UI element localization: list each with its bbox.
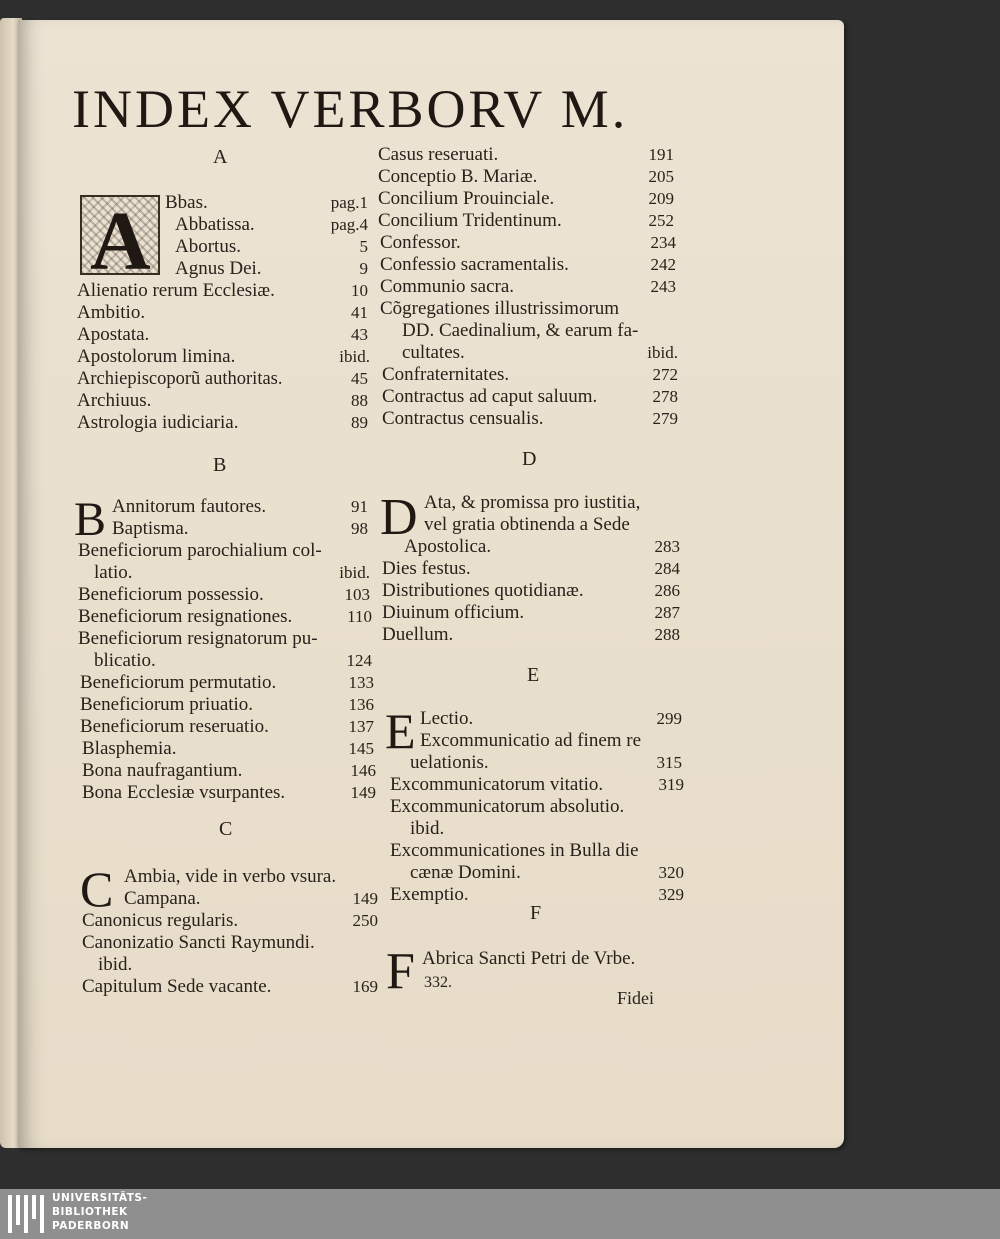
dropcap-b: B — [74, 493, 107, 546]
index-entry: Beneficiorum permutatio. — [80, 672, 277, 693]
index-page-number: 284 — [654, 559, 680, 578]
index-entry: Casus reseruati. — [378, 144, 499, 165]
index-entry: Confraternitates. — [382, 364, 510, 385]
index-entry: Alienatio rerum Ecclesiæ. — [77, 280, 275, 301]
index-page-number: 319 — [658, 775, 684, 794]
section-letter-d: D — [522, 448, 537, 470]
index-entry: Bona Ecclesiæ vsurpantes. — [82, 782, 286, 803]
index-page-number: 45 — [351, 369, 368, 388]
dropcap-e: E — [385, 703, 416, 759]
index-entry: Archiuus. — [77, 390, 152, 411]
index-page-number: 279 — [652, 409, 678, 428]
index-entry: latio. — [94, 562, 133, 583]
index-entry: Bbas. — [165, 192, 208, 213]
index-page-number: 286 — [654, 581, 680, 600]
index-entry: Ambitio. — [77, 302, 146, 323]
index-entry: Excommunicationes in Bulla die — [390, 840, 639, 861]
section-letter-f: F — [530, 902, 542, 924]
index-page-number: 133 — [348, 673, 374, 692]
index-page-number: 191 — [648, 145, 674, 164]
index-entry: Abrica Sancti Petri de Vrbe. — [422, 948, 636, 969]
footer-line-3: PADERBORN — [52, 1220, 130, 1232]
index-entry: Capitulum Sede vacante. — [82, 976, 272, 997]
section-letter-c: C — [219, 818, 233, 840]
index-entry: Baptisma. — [112, 518, 189, 539]
index-entry: Contractus censualis. — [382, 408, 544, 429]
index-entry: Beneficiorum possessio. — [78, 584, 264, 605]
index-entry: DD. Caedinalium, & earum fa- — [402, 320, 639, 341]
index-page-number: 110 — [347, 607, 372, 626]
page-title: INDEX VERBORV M. — [72, 79, 629, 139]
index-entry: Lectio. — [420, 708, 474, 729]
index-page-number: 243 — [650, 277, 676, 296]
index-page-number: 145 — [348, 739, 374, 758]
index-entry: Archiepiscoporũ authoritas. — [77, 369, 283, 389]
index-entry: Beneficiorum resignatorum pu- — [78, 628, 318, 649]
index-entry: Conceptio B. Mariæ. — [378, 166, 538, 187]
index-entry: Abortus. — [175, 236, 241, 257]
index-page-number: 278 — [652, 387, 678, 406]
index-entry: 332. — [424, 974, 452, 991]
index-page-number: 283 — [654, 537, 680, 556]
dropcap-c: C — [80, 861, 114, 917]
index-page-number: 205 — [648, 167, 674, 186]
index-page-number: 320 — [658, 863, 684, 882]
index-entry: Duellum. — [382, 624, 454, 645]
index-entry: uelationis. — [410, 752, 489, 773]
dropcap-f: F — [386, 943, 415, 1000]
index-page-number: 272 — [652, 365, 678, 384]
library-logo-icon — [8, 1195, 44, 1233]
section-letter-b: B — [213, 454, 227, 476]
index-entry: Apostolorum limina. — [77, 346, 236, 367]
index-entry: Confessor. — [380, 232, 461, 253]
index-entry: Diuinum officium. — [382, 602, 525, 623]
index-page-number: 136 — [348, 695, 374, 714]
index-page-number: 5 — [359, 237, 368, 256]
index-entry: Canonicus regularis. — [82, 910, 239, 931]
dropcap-d: D — [380, 489, 418, 546]
dropcap-a: A — [90, 195, 151, 288]
index-page-number: pag.1 — [330, 193, 368, 212]
index-page-number: 137 — [348, 717, 374, 736]
library-footer — [0, 1189, 1000, 1239]
index-page-number: 234 — [650, 233, 676, 252]
index-page-number: 88 — [351, 391, 368, 410]
index-page-number: ibid. — [339, 563, 370, 582]
index-entry: Bona naufragantium. — [82, 760, 243, 781]
index-entry: Annitorum fautores. — [112, 496, 267, 517]
index-page-number: ibid. — [339, 347, 370, 366]
index-entry: Concilium Prouinciale. — [378, 188, 555, 209]
index-entry: Excommunicatorum vitatio. — [390, 774, 604, 795]
index-entry: Blasphemia. — [82, 738, 177, 759]
index-entry: Agnus Dei. — [175, 258, 262, 279]
index-entry: Abbatissa. — [175, 214, 255, 235]
index-page-number: 146 — [350, 761, 376, 780]
index-entry: Contractus ad caput saluum. — [382, 386, 598, 407]
index-entry: Ambia, vide in verbo vsura. — [124, 866, 337, 887]
index-entry: cultates. — [402, 342, 465, 363]
index-page-number: 43 — [351, 325, 368, 344]
index-page-number: 209 — [648, 189, 674, 208]
index-page-number: 9 — [359, 259, 368, 278]
index-page-number: 242 — [650, 255, 676, 274]
index-page-number: 10 — [351, 281, 368, 300]
index-entry: Campana. — [124, 888, 201, 909]
footer-line-1: UNIVERSITÄTS- — [52, 1192, 148, 1204]
index-entry: Beneficiorum resignationes. — [78, 606, 293, 627]
index-page-number: ibid. — [647, 343, 678, 362]
index-page-number: 89 — [351, 413, 368, 432]
index-entry: Exemptio. — [390, 884, 469, 905]
index-entry: Confessio sacramentalis. — [380, 254, 569, 275]
index-entry: ibid. — [98, 954, 133, 975]
index-page-number: 103 — [344, 585, 370, 604]
index-entry: Communio sacra. — [380, 276, 515, 297]
index-entry: Excommunicatorum absolutio. — [390, 796, 625, 817]
index-page-number: 98 — [351, 519, 368, 538]
catchword: Fidei — [617, 988, 655, 1008]
index-page-number: 315 — [656, 753, 682, 772]
index-entry: Concilium Tridentinum. — [378, 210, 562, 231]
index-entry: vel gratia obtinenda a Sede — [424, 514, 630, 535]
index-page-number: 149 — [350, 783, 376, 802]
index-entry: Apostolica. — [404, 536, 492, 557]
section-letter-e: E — [527, 664, 540, 686]
index-page-number: pag.4 — [330, 215, 368, 234]
index-page-number: 91 — [351, 497, 368, 516]
index-entry: Cõgregationes illustrissimorum — [380, 298, 620, 319]
index-page-number: 149 — [352, 889, 378, 908]
index-entry: Distributiones quotidianæ. — [382, 580, 584, 601]
index-entry: blicatio. — [94, 650, 156, 671]
index-entry: Apostata. — [77, 324, 150, 345]
index-page-number: 124 — [346, 651, 372, 670]
index-entry: Beneficiorum parochialium col- — [78, 540, 322, 561]
index-page-number: 299 — [656, 709, 682, 728]
index-entry: cænæ Domini. — [410, 862, 521, 883]
index-entry: ibid. — [410, 818, 445, 839]
index-page-number: 329 — [658, 885, 684, 904]
index-page-number: 250 — [352, 911, 378, 930]
index-entry: Dies festus. — [382, 558, 471, 579]
index-page-number: 287 — [654, 603, 680, 622]
section-letter-a: A — [213, 146, 228, 168]
footer-line-2: BIBLIOTHEK — [52, 1206, 128, 1218]
index-entry: Excommunicatio ad finem re — [420, 730, 642, 751]
index-entry: Beneficiorum priuatio. — [80, 694, 254, 715]
index-entry: Ata, & promissa pro iustitia, — [424, 492, 641, 513]
ornamental-initial-a — [80, 195, 160, 288]
index-entry: Beneficiorum reseruatio. — [80, 716, 269, 737]
index-page-number: 169 — [352, 977, 378, 996]
index-page-number: 41 — [351, 303, 368, 322]
index-page-number: 252 — [648, 211, 674, 230]
index-page-number: 288 — [654, 625, 680, 644]
index-entry: Canonizatio Sancti Raymundi. — [82, 932, 315, 953]
index-entry: Astrologia iudiciaria. — [77, 412, 239, 433]
